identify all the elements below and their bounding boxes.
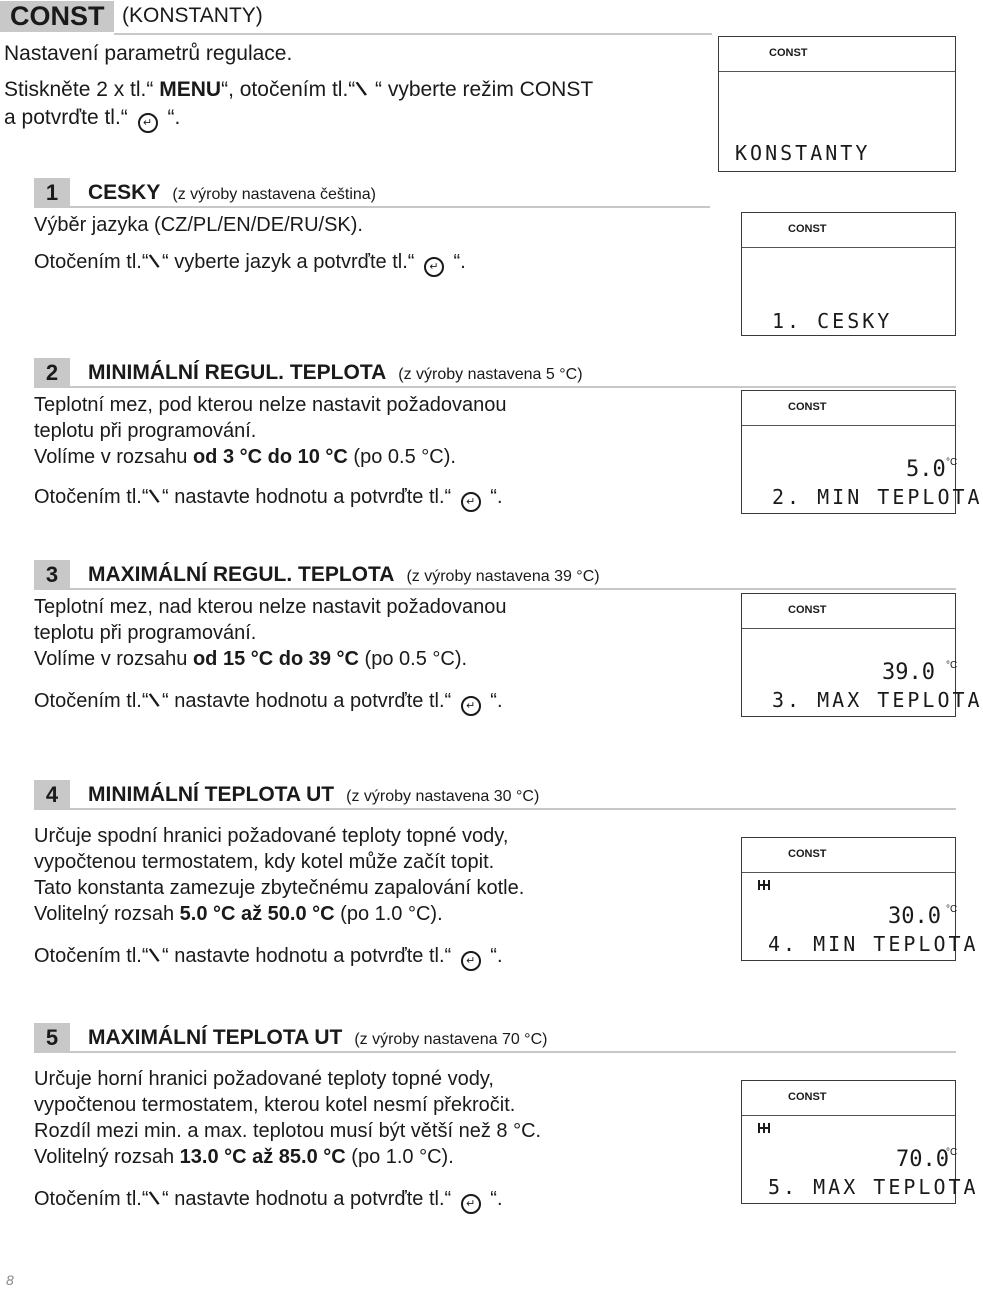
page-header — [0, 0, 712, 36]
lcd-unit: °C — [946, 904, 958, 915]
section-3-instruction: Otočením tl.“\“ nastavte hodnotu a potvrďte tl.“ ↵ “. — [34, 690, 503, 716]
section-number: 2 — [34, 358, 70, 388]
wrench-icon: \ — [147, 250, 163, 274]
lcd-value: 70.0 — [896, 1147, 949, 1172]
lcd-value: 5.0 — [906, 457, 946, 482]
section-rule — [70, 588, 956, 590]
section-number: 1 — [34, 178, 70, 208]
lcd-unit: °C — [946, 457, 958, 468]
lcd-display-min-ut — [741, 837, 979, 961]
section-3-body: Teplotní mez, nad kterou nelze nastavit požadovanou teplotu při programování. Volíme v rozsahu od 15 °C do 39 °C (po 0.5 °C). — [34, 596, 507, 670]
radiator-icon — [758, 1123, 770, 1133]
menu-button-label: MENU — [159, 78, 222, 101]
section-title: MAXIMÁLNÍ REGUL. TEPLOTA (z výroby nastavena 39 °C) — [88, 563, 600, 586]
lcd-mode-label: CONST — [788, 1091, 827, 1103]
lcd-mode-label: CONST — [788, 604, 827, 616]
intro-line-2: Stiskněte 2 x tl.“ MENU“, otočením tl.“\ “ vyberte režim CONST — [4, 76, 593, 104]
section-1-body: Výběr jazyka (CZ/PL/EN/DE/RU/SK). — [34, 214, 363, 236]
lcd-display-max-regul — [741, 593, 983, 717]
lcd-mode-label: CONST — [788, 401, 827, 413]
lcd-value: 39.0 — [882, 660, 935, 685]
enter-icon: ↵ — [461, 696, 481, 716]
lcd-mode-label: CONST — [769, 47, 808, 59]
enter-icon: ↵ — [461, 492, 481, 512]
intro-line-3: a potvrďte tl.“ ↵ “. — [4, 104, 180, 133]
section-4-body: Určuje spodní hranici požadované teploty topné vody, vypočtenou termostatem, kdy kotel může začít topit. Tato konstanta zamezuje zbytečnému zapalování kotle. Volitelný rozsah 5.0 °C až 50.0 °C (po 1.0 °C). — [34, 825, 525, 925]
section-rule — [70, 206, 710, 208]
lcd-mode-label: CONST — [788, 223, 827, 235]
lcd-display-max-ut — [741, 1080, 979, 1204]
wrench-icon: \ — [147, 689, 163, 713]
section-number: 4 — [34, 780, 70, 810]
section-5-instruction: Otočením tl.“\“ nastavte hodnotu a potvrďte tl.“ ↵ “. — [34, 1188, 503, 1214]
section-title: MAXIMÁLNÍ TEPLOTA UT (z výroby nastavena 70 °C) — [88, 1026, 548, 1049]
section-2-instruction: Otočením tl.“\“ nastavte hodnotu a potvrďte tl.“ ↵ “. — [34, 486, 503, 512]
intro-line-1: Nastavení parametrů regulace. — [4, 42, 293, 65]
lcd-text: 5. MAX TEPLOTA — [768, 1175, 979, 1199]
lcd-text: 4. MIN TEPLOTA — [768, 932, 979, 956]
wrench-icon: \ — [354, 77, 370, 102]
lcd-mode-label: CONST — [788, 848, 827, 860]
section-number: 5 — [34, 1023, 70, 1053]
header-rule — [114, 33, 712, 35]
radiator-icon — [758, 880, 770, 890]
enter-icon: ↵ — [461, 951, 481, 971]
section-5-body: Určuje horní hranici požadované teploty topné vody, vypočtenou termostatem, kterou kotel nesmí překročit. Rozdíl mezi min. a max. teplotou musí být větší než 8 °C. Volitelný rozsah 13.0 °C až 85.0 °C (po 1.0 °C). — [34, 1068, 542, 1168]
header-const-box: CONST — [0, 1, 114, 32]
page-number: 8 — [6, 1272, 14, 1288]
section-1-instruction: Otočením tl.“\“ vyberte jazyk a potvrďte tl.“ ↵ “. — [34, 251, 466, 277]
wrench-icon: \ — [147, 485, 163, 509]
lcd-text: 2. MIN TEPLOTA — [772, 485, 983, 509]
section-4-instruction: Otočením tl.“\“ nastavte hodnotu a potvrďte tl.“ ↵ “. — [34, 945, 503, 971]
wrench-icon: \ — [147, 1187, 163, 1211]
section-number: 3 — [34, 560, 70, 590]
section-title: CESKY (z výroby nastavena čeština) — [88, 181, 377, 204]
lcd-text: 3. MAX TEPLOTA — [772, 688, 983, 712]
enter-icon: ↵ — [424, 257, 444, 277]
wrench-icon: \ — [147, 944, 163, 968]
lcd-unit: °C — [946, 660, 958, 671]
lcd-display-min-regul — [741, 390, 983, 514]
section-rule — [70, 808, 956, 810]
section-rule — [70, 386, 956, 388]
section-2-body: Teplotní mez, pod kterou nelze nastavit požadovanou teplotu při programování. Volíme v rozsahu od 3 °C do 10 °C (po 0.5 °C). — [34, 394, 507, 468]
lcd-display-language — [741, 212, 956, 336]
lcd-text: 1. CESKY — [772, 309, 893, 333]
section-rule — [70, 1051, 956, 1053]
header-subtitle: (KONSTANTY) — [122, 4, 263, 27]
section-title: MINIMÁLNÍ TEPLOTA UT (z výroby nastavena 30 °C) — [88, 783, 540, 806]
enter-icon: ↵ — [138, 113, 158, 133]
section-title: MINIMÁLNÍ REGUL. TEPLOTA (z výroby nastavena 5 °C) — [88, 361, 583, 384]
lcd-text: KONSTANTY — [735, 141, 871, 165]
lcd-display-const — [718, 36, 956, 172]
lcd-unit: °C — [946, 1147, 958, 1158]
lcd-value: 30.0 — [888, 904, 941, 929]
enter-icon: ↵ — [461, 1194, 481, 1214]
